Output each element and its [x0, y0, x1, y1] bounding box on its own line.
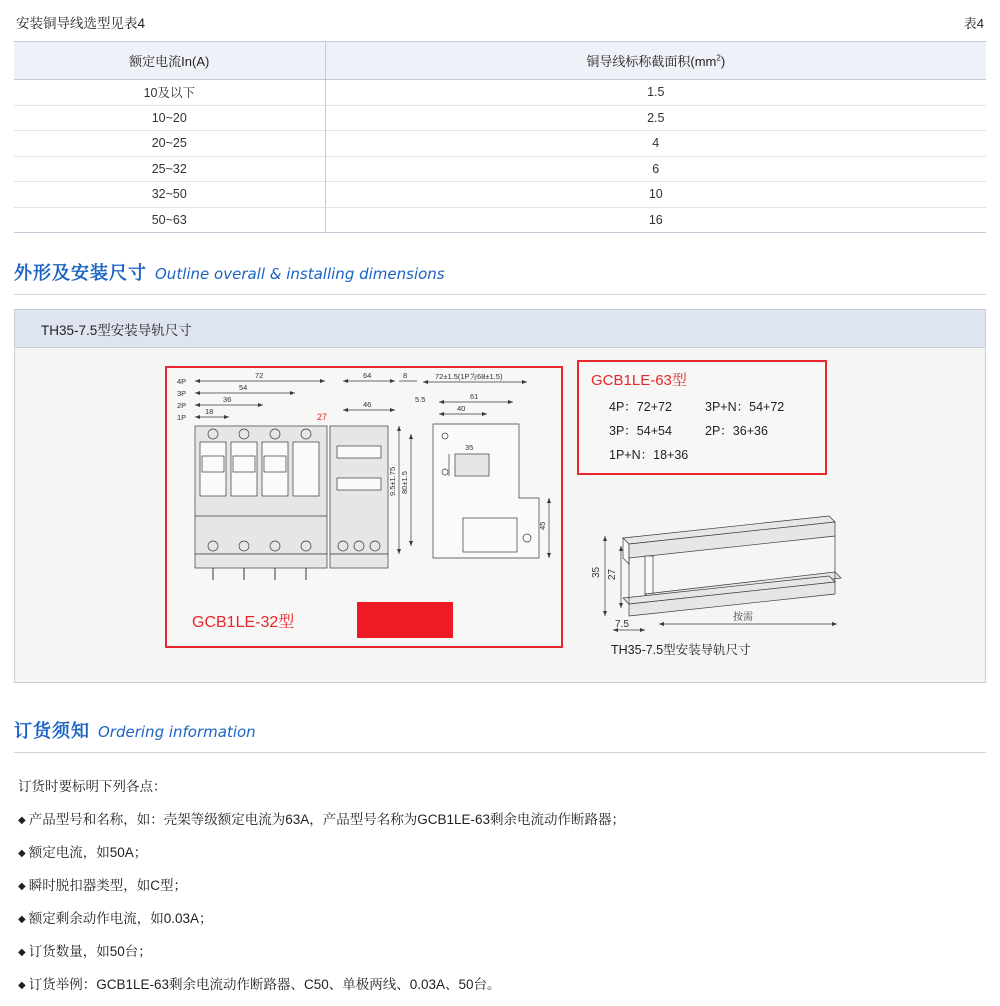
- cell-section: 16: [325, 207, 986, 233]
- svg-text:72: 72: [255, 371, 264, 380]
- spec-row: [609, 421, 815, 439]
- spec-cell-b: 2P：36+36: [705, 424, 768, 438]
- ordering-item: ◆ 瞬时脱扣器类型，如C型；: [18, 870, 986, 903]
- section-title-ordering-cn: 订货须知: [14, 721, 90, 741]
- dimensions-bar-label: TH35-7.5型安装导轨尺寸: [15, 310, 985, 348]
- ordering-item: ◆ 额定电流，如50A；: [18, 837, 986, 870]
- svg-text:54: 54: [239, 383, 248, 392]
- red-highlight-block: [357, 602, 453, 638]
- svg-text:80±1.5: 80±1.5: [400, 471, 409, 494]
- column-header-section-sup: 2: [716, 53, 721, 63]
- dimensions-panel: [14, 309, 986, 683]
- cell-current: 10及以下: [14, 80, 325, 106]
- column-header-section: [325, 42, 986, 80]
- cell-current: 25~32: [14, 156, 325, 182]
- gcb1le63-spec-box: [577, 360, 827, 475]
- cell-current: 50~63: [14, 207, 325, 233]
- cell-current: 20~25: [14, 131, 325, 157]
- svg-text:27: 27: [607, 568, 618, 580]
- table-row: [14, 182, 986, 208]
- svg-text:61: 61: [470, 392, 479, 401]
- table-row: [14, 131, 986, 157]
- svg-text:35: 35: [465, 443, 474, 452]
- column-header-current: 额定电流In(A): [14, 42, 325, 80]
- svg-text:8: 8: [403, 371, 408, 380]
- svg-text:9.5±1.75: 9.5±1.75: [388, 466, 397, 496]
- cell-current: 10~20: [14, 105, 325, 131]
- svg-text:64: 64: [363, 371, 372, 380]
- ordering-item: ◆ 订货举例：GCB1LE-63剩余电流动作断路器、C50、单极两线、0.03A、50台。: [18, 969, 986, 1002]
- svg-text:5.5: 5.5: [415, 395, 426, 404]
- section-title-dimensions: [14, 259, 986, 295]
- cell-section: 2.5: [325, 105, 986, 131]
- ordering-item: ◆ 额定剩余动作电流，如0.03A；: [18, 903, 986, 936]
- svg-text:按需: 按需: [733, 612, 753, 623]
- cell-current: 32~50: [14, 182, 325, 208]
- table-row: [14, 80, 986, 106]
- table-caption-row: [14, 12, 986, 41]
- table-number: 表4: [963, 16, 984, 31]
- table-row: [14, 105, 986, 131]
- drawing-label-gcb1le32: GCB1LE-32型: [192, 614, 295, 631]
- wire-selection-section: [0, 0, 1000, 233]
- section-title-ordering: [14, 717, 986, 753]
- svg-text:40: 40: [457, 404, 466, 413]
- spec-cell-a: 4P：72+72: [609, 400, 672, 414]
- svg-text:72±1.5(1P为68±1.5): 72±1.5(1P为68±1.5): [435, 372, 503, 381]
- cell-section: 6: [325, 156, 986, 182]
- svg-text:3P: 3P: [177, 389, 187, 398]
- table-row: [14, 156, 986, 182]
- spec-cell-b: 3P+N：54+72: [705, 400, 785, 414]
- din-rail-svg: [583, 498, 883, 658]
- spec-cell-a: 3P：54+54: [609, 424, 672, 438]
- table-row: [14, 207, 986, 233]
- section-title-dimensions-cn: 外形及安装尺寸: [14, 263, 147, 283]
- svg-text:46: 46: [363, 400, 372, 409]
- svg-text:18: 18: [205, 407, 214, 416]
- svg-text:7.5: 7.5: [615, 619, 629, 630]
- table-caption: 安装铜导线选型见表4: [16, 16, 146, 31]
- section-title-ordering-en: Ordering information: [98, 723, 256, 741]
- svg-text:4P: 4P: [177, 377, 187, 386]
- section-title-dimensions-en: Outline overall & installing dimensions: [155, 265, 445, 283]
- column-header-section-pre: 铜导线标称截面积(mm: [586, 54, 717, 69]
- table-header-row: [14, 42, 986, 80]
- wire-selection-table: [14, 41, 986, 233]
- spec-row: [609, 397, 815, 415]
- ordering-lead: 订货时要标明下列各点：: [18, 779, 167, 794]
- cell-section: 10: [325, 182, 986, 208]
- cell-section: 4: [325, 131, 986, 157]
- spec-row: [609, 445, 815, 463]
- spec-cell-a: 1P+N：18+36: [609, 448, 689, 462]
- column-header-section-post: ): [720, 54, 726, 69]
- svg-text:45: 45: [538, 521, 547, 530]
- svg-text:35: 35: [591, 566, 602, 578]
- spec-box-title: GCB1LE-63型: [591, 372, 687, 389]
- svg-text:2P: 2P: [177, 401, 187, 410]
- ordering-item: ◆ 订货数量，如50台；: [18, 936, 986, 969]
- dimensions-body: [15, 348, 985, 682]
- breaker-outline-drawing: [165, 366, 563, 648]
- ordering-content: [18, 771, 986, 1002]
- din-rail-drawing: [583, 498, 883, 658]
- svg-text:36: 36: [223, 395, 232, 404]
- ordering-item: ◆ 产品型号和名称，如：壳架等级额定电流为63A，产品型号名称为GCB1LE-63剩余电流动作断路器；: [18, 804, 986, 837]
- svg-text:1P: 1P: [177, 413, 187, 422]
- svg-text:27: 27: [317, 412, 328, 422]
- cell-section: 1.5: [325, 80, 986, 106]
- rail-caption: TH35-7.5型安装导轨尺寸: [611, 643, 751, 657]
